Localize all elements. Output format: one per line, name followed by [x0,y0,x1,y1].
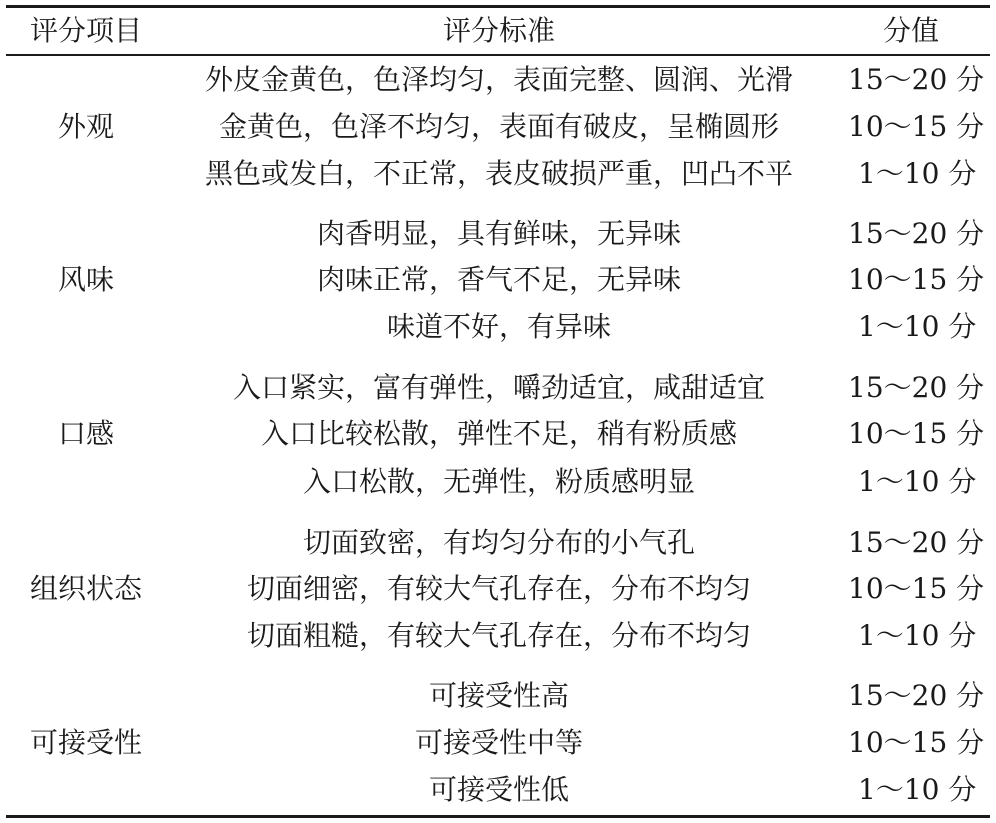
criteria-cell: 肉味正常，香气不足，无异味 [316,263,681,296]
score-cell: 10～15 分 [848,417,985,450]
criteria-cell: 切面细密，有较大气孔存在，分布不均匀 [246,572,751,605]
score-cell: 15～20 分 [848,63,985,96]
criteria-cell: 黑色或发白，不正常，表皮破损严重，凹凸不平 [204,157,793,190]
item-label: 可接受性 [29,726,142,759]
header-item: 评分项目 [29,14,142,47]
item-label: 风味 [57,263,114,296]
item-label: 组织状态 [29,572,142,605]
score-cell: 1～10 分 [858,773,977,806]
header-criteria: 评分标准 [442,14,555,47]
criteria-cell: 外皮金黄色，色泽均匀，表面完整、圆润、光滑 [204,63,793,96]
score-cell: 10～15 分 [848,572,985,605]
score-cell: 15～20 分 [848,371,985,404]
table-header-rule [6,54,990,56]
item-label: 外观 [57,110,114,143]
score-cell: 15～20 分 [848,526,985,559]
score-cell: 10～15 分 [848,263,985,296]
criteria-cell: 金黄色，色泽不均匀，表面有破皮，呈椭圆形 [218,110,779,143]
criteria-cell: 可接受性高 [428,679,569,712]
score-cell: 1～10 分 [858,157,977,190]
item-label: 口感 [57,417,114,450]
score-cell: 15～20 分 [848,679,985,712]
score-cell: 10～15 分 [848,110,985,143]
criteria-cell: 入口比较松散，弹性不足，稍有粉质感 [260,417,737,450]
header-score: 分值 [882,14,939,47]
criteria-cell: 入口松散，无弹性，粉质感明显 [302,465,695,498]
criteria-cell: 味道不好，有异味 [386,310,611,343]
table-bottom-rule [6,815,990,818]
criteria-cell: 切面粗糙，有较大气孔存在，分布不均匀 [246,619,751,652]
criteria-cell: 切面致密，有均匀分布的小气孔 [302,526,695,559]
score-cell: 1～10 分 [858,310,977,343]
criteria-cell: 可接受性低 [428,773,569,806]
score-cell: 15～20 分 [848,217,985,250]
score-cell: 10～15 分 [848,726,985,759]
criteria-cell: 肉香明显，具有鲜味，无异味 [316,217,681,250]
criteria-cell: 入口紧实，富有弹性，嚼劲适宜，咸甜适宜 [232,371,765,404]
score-cell: 1～10 分 [858,619,977,652]
score-cell: 1～10 分 [858,465,977,498]
criteria-cell: 可接受性中等 [414,726,583,759]
